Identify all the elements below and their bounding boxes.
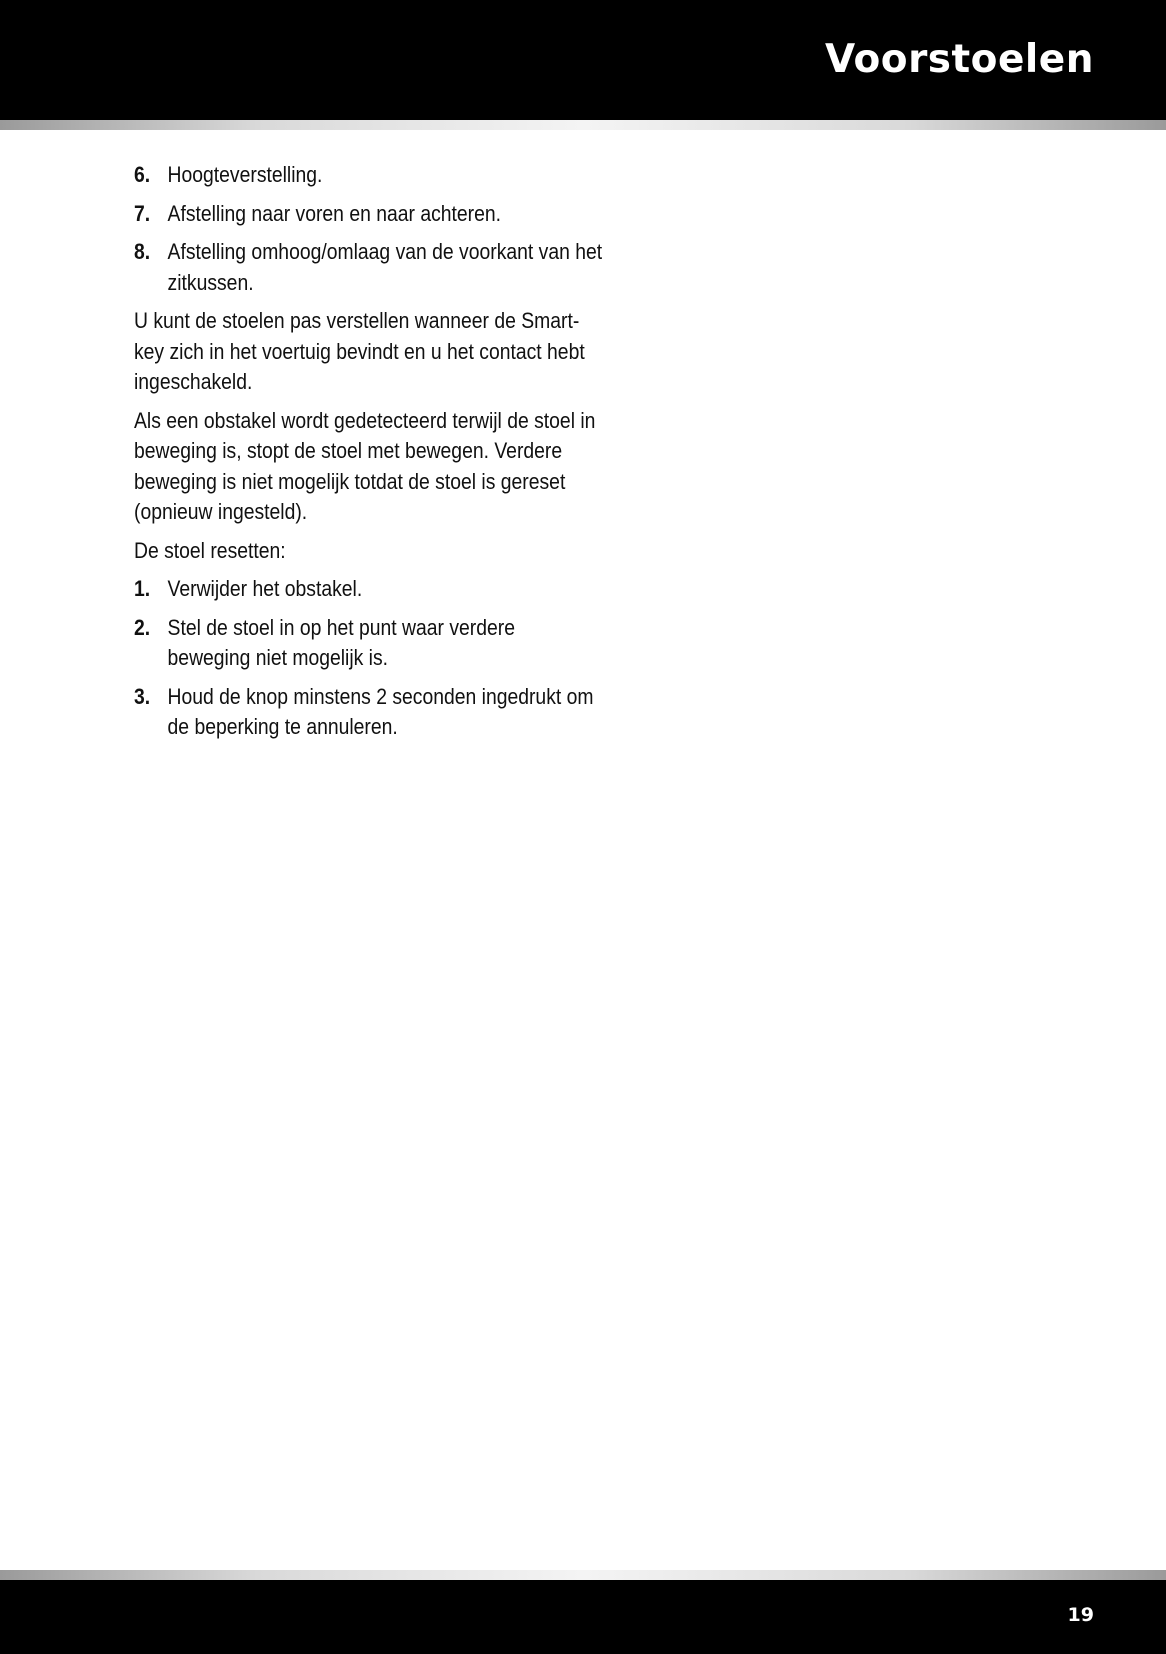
page-header [0,0,1166,120]
page-footer [0,1580,1166,1654]
list-item [134,160,603,191]
list-item [134,682,603,743]
list-number: 6. [134,162,151,187]
list-item [134,199,603,230]
list-number: 1. [134,576,151,601]
paragraph: Als een obstakel wordt gedetecteerd terwijl de stoel in beweging is, stopt de stoel met bewegen. Verdere beweging is niet mogelijk totdat de stoel is gereset (opnieuw ingesteld). [134,407,596,524]
list-number: 7. [134,200,151,226]
header-divider [0,120,1166,130]
text-column [134,160,603,751]
paragraph: De stoel resetten: [134,537,286,563]
list-number: 2. [134,614,151,640]
list-text: Houd de knop minstens 2 seconden ingedrukt om de beperking te annuleren. [167,683,594,739]
list-item [134,613,603,674]
list-item [134,574,603,605]
list-text: Verwijder het obstakel. [167,576,363,601]
list-text: Hoogteverstelling. [167,162,323,187]
list-text: Afstelling naar voren en naar achteren. [167,200,502,226]
page-number: 19 [1067,1604,1094,1626]
page-title: Voorstoelen [824,37,1094,82]
list-text: Afstelling omhoog/omlaag van de voorkant van het zitkussen. [167,239,603,295]
list-text: Stel de stoel in op het punt waar verdere beweging niet mogelijk is. [167,614,515,670]
list-item [134,237,603,298]
list-number: 8. [134,239,151,264]
paragraph: U kunt de stoelen pas verstellen wanneer de Smart-key zich in het voertuig bevindt en u het contact hebt ingeschakeld. [134,308,585,394]
footer-divider [0,1570,1166,1580]
list-number: 3. [134,683,151,709]
main-content [134,160,604,751]
